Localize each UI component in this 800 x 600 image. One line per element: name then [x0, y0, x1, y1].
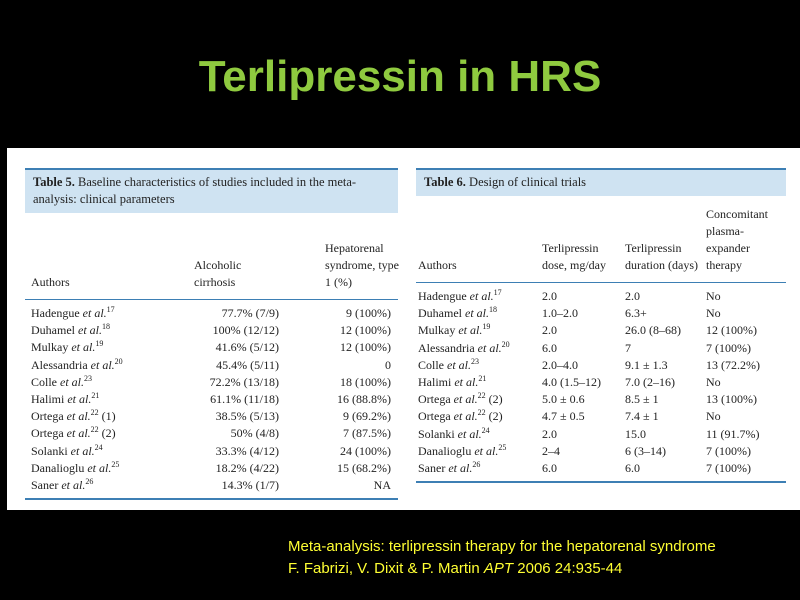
terlipressin-dose-cell: 5.0 ± 0.6 [542, 392, 585, 407]
author-name: Ortega [418, 409, 451, 424]
author-name: Halimi [31, 391, 65, 406]
author-cell [418, 460, 480, 477]
table-6-caption-label: Table 6. [424, 175, 466, 189]
author-cell [418, 443, 506, 460]
reference-number: 19 [95, 339, 104, 349]
author-name: Solanki [31, 443, 68, 458]
table-row [25, 357, 398, 374]
alcoholic-cirrhosis-cell: 38.5% (5/13) [215, 409, 279, 424]
author-name: Duhamel [31, 323, 75, 338]
reference-number: 23 [84, 373, 92, 383]
table-row [416, 322, 786, 339]
author-etal: et al. [445, 460, 473, 475]
hepatorenal-syndrome-cell: 0 [385, 357, 391, 372]
reference-number: 22 [90, 408, 99, 418]
citation-line [288, 558, 716, 580]
author-etal: et al. [87, 357, 115, 372]
hepatorenal-syndrome-cell: 7 (87.5%) [343, 426, 391, 441]
author-suffix: (2) [98, 426, 116, 441]
table-row [25, 477, 398, 494]
plasma-expander-cell: No [706, 374, 721, 389]
terlipressin-duration-cell: 6.0 [625, 460, 640, 475]
author-suffix: (2) [485, 409, 503, 424]
header-authors: Authors [31, 275, 70, 289]
terlipressin-duration-cell: 7 [625, 340, 631, 355]
table-row [416, 305, 786, 322]
table-5-header [25, 213, 398, 300]
table-row [25, 322, 398, 339]
author-name: Ortega [418, 392, 451, 407]
table-row [416, 340, 786, 357]
author-cell [418, 322, 490, 339]
table-5 [25, 168, 398, 500]
author-etal: et al. [79, 306, 107, 320]
terlipressin-dose-cell: 6.0 [542, 460, 557, 475]
reference-number: 24 [94, 442, 103, 452]
table-6-header [416, 196, 786, 283]
terlipressin-dose-cell: 4.0 (1.5–12) [542, 374, 601, 389]
author-cell [31, 443, 103, 460]
citation-volume: 2006 24:935-44 [513, 560, 623, 577]
author-cell [31, 425, 116, 442]
plasma-expander-cell: 7 (100%) [706, 460, 751, 475]
author-name: Hadengue [31, 306, 80, 320]
author-etal: et al. [444, 357, 471, 372]
hepatorenal-syndrome-cell: 15 (68.2%) [337, 460, 391, 475]
alcoholic-cirrhosis-cell: 72.2% (13/18) [209, 374, 279, 389]
hepatorenal-syndrome-cell: 18 (100%) [340, 374, 391, 389]
plasma-expander-cell: 12 (100%) [706, 323, 757, 338]
terlipressin-dose-cell: 6.0 [542, 340, 557, 355]
author-etal: et al. [67, 443, 95, 458]
hepatorenal-syndrome-cell: 16 (88.8%) [337, 391, 391, 406]
author-etal: et al. [471, 443, 499, 458]
author-name: Halimi [418, 374, 452, 389]
tables-panel [7, 148, 800, 510]
reference-number: 22 [477, 408, 486, 418]
header-hepatorenal-syndrome: Hepatorenal syndrome, type 1 (%) [325, 241, 399, 289]
hepatorenal-syndrome-cell: NA [373, 477, 391, 492]
slide-title: Terlipressin in HRS [198, 52, 602, 101]
author-etal: et al. [84, 460, 112, 475]
terlipressin-duration-cell: 6 (3–14) [625, 443, 666, 458]
table-row [25, 374, 398, 391]
table-6-caption [416, 168, 786, 196]
author-cell [31, 374, 92, 391]
table-row [416, 391, 786, 408]
reference-number: 18 [102, 322, 110, 332]
terlipressin-duration-cell: 6.3+ [625, 306, 647, 321]
plasma-expander-cell: No [706, 409, 721, 424]
author-name: Danalioglu [31, 460, 85, 475]
reference-number: 17 [106, 305, 115, 314]
table-5-body [25, 300, 398, 500]
alcoholic-cirrhosis-cell: 41.6% (5/12) [215, 340, 279, 355]
reference-number: 25 [498, 442, 507, 452]
citation-title: Meta-analysis: terlipressin therapy for the hepatorenal syndrome [288, 538, 716, 555]
terlipressin-duration-cell: 2.0 [625, 289, 640, 303]
reference-number: 18 [489, 305, 497, 315]
author-cell [31, 460, 119, 477]
terlipressin-duration-cell: 8.5 ± 1 [625, 392, 659, 407]
author-etal: et al. [57, 374, 84, 389]
reference-number: 22 [477, 391, 486, 401]
author-name: Duhamel [418, 306, 462, 321]
author-name: Solanki [418, 426, 455, 441]
hepatorenal-syndrome-cell: 12 (100%) [340, 340, 391, 355]
terlipressin-duration-cell: 7.4 ± 1 [625, 409, 659, 424]
header-plasma-expander: Concomitant plasma-expander therapy [706, 207, 768, 272]
author-name: Alessandria [418, 340, 475, 355]
table-6-caption-text: Design of clinical trials [469, 175, 587, 189]
header-terlipressin-dose: Terlipressin dose, mg/day [542, 241, 606, 272]
author-cell [418, 305, 497, 322]
reference-number: 26 [472, 459, 481, 469]
reference-number: 20 [114, 356, 123, 366]
author-cell [418, 374, 486, 391]
author-etal: et al. [58, 477, 86, 492]
author-suffix: (1) [98, 409, 116, 424]
author-cell [31, 305, 115, 322]
author-etal: et al. [68, 340, 96, 355]
plasma-expander-cell: No [706, 306, 721, 321]
plasma-expander-cell: 13 (100%) [706, 392, 757, 407]
alcoholic-cirrhosis-cell: 61.1% (11/18) [210, 391, 279, 406]
table-row [416, 374, 786, 391]
hepatorenal-syndrome-cell: 12 (100%) [340, 323, 391, 338]
table-row [416, 426, 786, 443]
author-etal: et al. [450, 392, 478, 407]
reference-number: 22 [90, 425, 99, 435]
terlipressin-dose-cell: 2.0 [542, 323, 557, 338]
alcoholic-cirrhosis-cell: 33.3% (4/12) [215, 443, 279, 458]
table-6 [416, 168, 786, 483]
header-authors: Authors [418, 258, 457, 272]
author-etal: et al. [64, 391, 92, 406]
author-cell [418, 340, 510, 357]
table-row [416, 460, 786, 477]
reference-number: 23 [471, 356, 479, 366]
citation-footer [288, 536, 716, 580]
author-cell [31, 357, 123, 374]
terlipressin-dose-cell: 2.0 [542, 289, 557, 303]
plasma-expander-cell: 7 (100%) [706, 443, 751, 458]
author-etal: et al. [474, 340, 502, 355]
hepatorenal-syndrome-cell: 24 (100%) [340, 443, 391, 458]
citation-journal: APT [483, 560, 514, 577]
alcoholic-cirrhosis-cell: 18.2% (4/22) [215, 460, 279, 475]
table-row [416, 443, 786, 460]
header-alcoholic-cirrhosis: Alcoholic cirrhosis [194, 258, 242, 289]
table-row [25, 408, 398, 425]
table-row [25, 443, 398, 460]
terlipressin-dose-cell: 1.0–2.0 [542, 306, 578, 321]
author-name: Hadengue [418, 289, 467, 303]
author-name: Ortega [31, 409, 64, 424]
header-terlipressin-duration: Terlipressin duration (days) [625, 241, 698, 272]
reference-number: 21 [478, 373, 487, 383]
author-cell [31, 391, 99, 408]
table-row [416, 357, 786, 374]
author-name: Colle [31, 374, 57, 389]
terlipressin-duration-cell: 15.0 [625, 426, 646, 441]
author-name: Saner [418, 460, 446, 475]
author-cell [31, 408, 116, 425]
terlipressin-duration-cell: 9.1 ± 1.3 [625, 357, 668, 372]
hepatorenal-syndrome-cell: 9 (100%) [346, 306, 391, 320]
reference-number: 26 [85, 476, 94, 486]
reference-number: 17 [493, 288, 502, 297]
author-etal: et al. [75, 323, 102, 338]
table-row [416, 288, 786, 305]
author-name: Ortega [31, 426, 64, 441]
reference-number: 21 [91, 390, 100, 400]
author-name: Mulkay [31, 340, 69, 355]
reference-number: 25 [111, 459, 120, 469]
author-etal: et al. [63, 409, 91, 424]
terlipressin-dose-cell: 2.0 [542, 426, 557, 441]
alcoholic-cirrhosis-cell: 77.7% (7/9) [221, 306, 279, 320]
terlipressin-duration-cell: 26.0 (8–68) [625, 323, 681, 338]
author-etal: et al. [63, 426, 91, 441]
table-row [25, 460, 398, 477]
author-etal: et al. [454, 426, 482, 441]
terlipressin-dose-cell: 2–4 [542, 443, 560, 458]
author-name: Mulkay [418, 323, 456, 338]
table-6-body [416, 283, 786, 483]
terlipressin-duration-cell: 7.0 (2–16) [625, 374, 675, 389]
author-etal: et al. [450, 409, 478, 424]
reference-number: 19 [482, 322, 491, 332]
table-5-caption-text: Baseline characteristics of studies included in the meta-analysis: clinical parameters [33, 175, 357, 206]
author-cell [31, 322, 110, 339]
author-name: Colle [418, 357, 444, 372]
citation-authors: F. Fabrizi, V. Dixit & P. Martin [288, 560, 484, 577]
hepatorenal-syndrome-cell: 9 (69.2%) [343, 409, 391, 424]
author-cell [418, 426, 490, 443]
author-cell [31, 477, 93, 494]
table-row [25, 305, 398, 322]
table-5-caption-label: Table 5. [33, 175, 75, 189]
author-etal: et al. [451, 374, 479, 389]
table-row [25, 425, 398, 442]
alcoholic-cirrhosis-cell: 14.3% (1/7) [221, 477, 279, 492]
plasma-expander-cell: 7 (100%) [706, 340, 751, 355]
author-cell [418, 391, 503, 408]
alcoholic-cirrhosis-cell: 45.4% (5/11) [216, 357, 279, 372]
reference-number: 24 [481, 425, 490, 435]
author-suffix: (2) [485, 392, 503, 407]
author-cell [418, 357, 479, 374]
plasma-expander-cell: 11 (91.7%) [706, 426, 760, 441]
author-etal: et al. [455, 323, 483, 338]
plasma-expander-cell: 13 (72.2%) [706, 357, 760, 372]
author-cell [418, 288, 502, 305]
author-name: Alessandria [31, 357, 88, 372]
reference-number: 20 [501, 339, 510, 349]
author-cell [418, 408, 503, 425]
author-cell [31, 339, 103, 356]
terlipressin-dose-cell: 2.0–4.0 [542, 357, 578, 372]
alcoholic-cirrhosis-cell: 100% (12/12) [212, 323, 279, 338]
author-etal: et al. [462, 306, 489, 321]
author-name: Saner [31, 477, 59, 492]
alcoholic-cirrhosis-cell: 50% (4/8) [230, 426, 279, 441]
table-5-caption [25, 168, 398, 213]
author-etal: et al. [466, 289, 494, 303]
author-name: Danalioglu [418, 443, 472, 458]
plasma-expander-cell: No [706, 289, 721, 303]
table-row [25, 339, 398, 356]
table-row [416, 408, 786, 425]
terlipressin-dose-cell: 4.7 ± 0.5 [542, 409, 585, 424]
table-row [25, 391, 398, 408]
